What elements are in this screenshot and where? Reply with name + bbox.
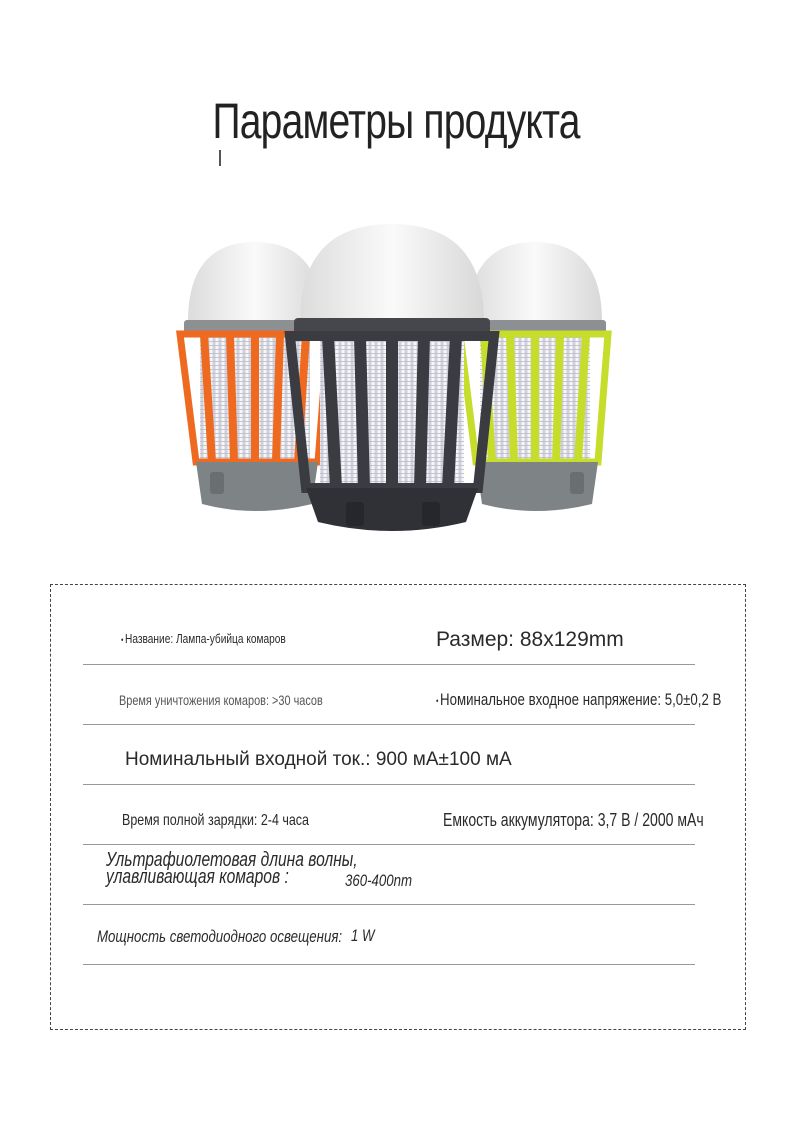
spec-name: • Название: Лампа-убийца комаров [121, 631, 286, 646]
spec-size: Размер: 88x129mm [436, 628, 624, 651]
row-divider [83, 964, 695, 965]
row-divider [83, 664, 695, 665]
row-divider [83, 904, 695, 905]
row-divider [83, 784, 695, 785]
spec-charge-time: Время полной зарядки: 2-4 часа [122, 812, 309, 829]
page-title: Параметры продукта [212, 93, 580, 149]
spec-input-voltage: • Номинальное входное напряжение: 5,0±0,2 В [436, 690, 721, 710]
product-image [160, 222, 630, 552]
spec-input-current: Номинальный входной ток.: 900 мА±100 мА [125, 749, 512, 770]
spec-uv-label [106, 849, 358, 888]
spec-battery: Емкость аккумулятора: 3,7 В / 2000 мАч [443, 810, 704, 830]
spec-led-value: 1 W [351, 926, 375, 945]
title-cursor-mark [219, 150, 224, 166]
row-divider [83, 724, 695, 725]
spec-uv-value: 360-400nm [345, 871, 413, 890]
spec-kill-time: Время уничтожения комаров: >30 часов [119, 692, 323, 708]
spec-led-label: Мощность светодиодного освещения: [97, 927, 343, 946]
row-divider [83, 844, 695, 845]
spec-uv-label-line1: Ультрафиолетовая длина волны, [106, 849, 358, 871]
black-lamp [290, 224, 494, 531]
spec-uv-label-line2: улавливающая комаров : [106, 866, 289, 888]
